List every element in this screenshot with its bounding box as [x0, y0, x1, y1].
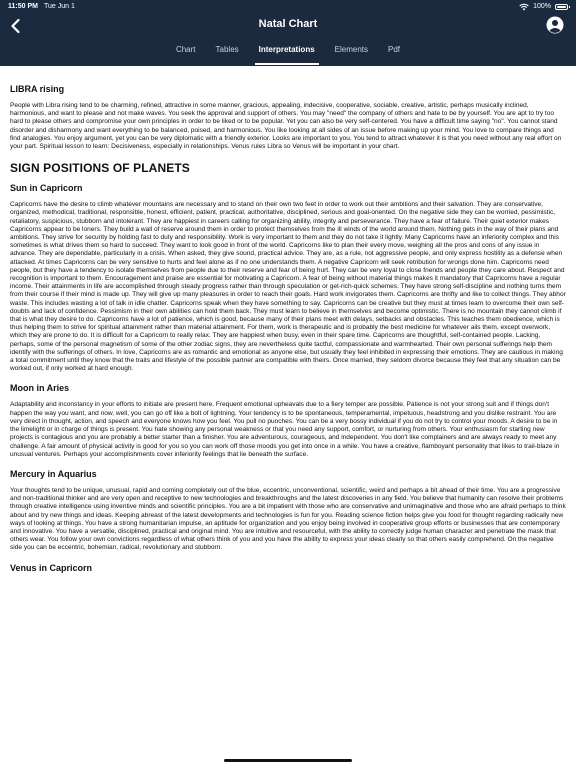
moon-heading: Moon in Aries: [10, 383, 70, 394]
nav-row: [0, 14, 576, 38]
home-indicator[interactable]: [224, 759, 352, 762]
tab-elements[interactable]: Elements: [334, 45, 369, 54]
tab-pdf[interactable]: Pdf: [388, 45, 401, 54]
battery-percent: 100%: [533, 3, 551, 10]
mercury-text: Your thoughts tend to be unique, unusual, rapid and coming completely out of the blue, eccentric, unconventional, scientific, weird and perhaps a bit ahead of their time. You are a progressive and non-traditional thinker and are very open and receptive to new technologies and breakthroughs and the latest discoveries in any field. You believe that humanity can resolve their problems through creative intelligence using inventive minds and scientific principles. You are a bit impatient with those who are conservative and unimaginative and those who are afraid perhaps to think about and try new things and ideas. Keeping abreast of the latest developments and technologies is fun for you. Reading science fiction helps give you food for thought regarding radically new ways of looking at things. You have a strong humanitarian impulse, an aptitude for organization and you enjoy being involved in cooperative group efforts or businesses that are contemporary and innovative. You have a versatile, disciplined, practical and original mind. You are intuitive and resourceful, with the ability to correctly judge human character and penetrate the mask that others wear. You follow your own convictions regardless of what others think of you and you have the ability to express your ideas clearly so that others easily comprehend. On the negative side you can be eccentric, bohemian, radical, revolutionary and stubborn.: [10, 486, 566, 552]
moon-text: Adaptability and inconstancy in your efforts to initiate are present here. Frequent emotional upheavals due to a fiery temper are possible. Patience is not your strong suit and if things don't happen the way you want, and now, well, you can go off like a bolt of lightning. Your tendency is to be spontaneous, temperamental, impetuous, headstrong and you dislike restraint. You are very direct in thought, action, and speech and everyone knows how you feel. You pull no punches. You can be a very bossy individual if you do not try to control your moods. A desire to be in the limelight or in charge of things is present. You hate showing any personal weakness or that you need any support, comfort, or nurturing from others. Your enthusiasm for starting new projects is contagious and you are probably a better starter than a finisher. You are adventurous, courageous, and independent. You don't like complainers and are always ready to meet any challenge. A fair amount of physical activity is good for you so you can work off those moods you get into once in a while. You have a creative, flamboyant personality that likes to trail-blaze in unusual ventures. Perhaps your accomplishments cover inferiority feelings that lie beneath the surface.: [10, 401, 560, 458]
account-button[interactable]: [546, 16, 564, 34]
planets-heading: SIGN POSITIONS OF PLANETS: [10, 161, 190, 176]
battery-icon: [555, 4, 568, 10]
user-account-icon: [546, 16, 564, 34]
venus-heading: Venus in Capricorn: [10, 562, 93, 573]
sun-heading: Sun in Capricorn: [10, 183, 83, 194]
rising-heading: LIBRA rising: [10, 84, 65, 94]
status-time: 11:50 PM: [8, 3, 38, 10]
rising-text: People with Libra rising tend to be charming, refined, attractive in some manner, gracious, appealing, indecisive, cooperative, sociable, creative, artistic, perhaps musically inclined, harmonious, and want to please and not make waves. You seek the approval and support of others. You may "need" the company of others and hate to be by yourself. You are apt to try too hard to please others and compromise your own principles in order to be liked or to be popular. Yet you can also be very self-centered. You have a difficult time saying "no". You cannot stand disorder and disharmony and want everything to be balanced, poised, and harmonious. You like looking at all sides of an issue before making up your mind. You love to compare things and find analogies. You enjoy argument, yet you can be very diplomatic with a friendly exterior. Looks are important to you. You tend to attract whatever it is that you need without any real effort on your part. Spiritual lesson to learn: Decisiveness, especially in relationships. Venus rules Libra so Venus will be important in your chart.: [10, 102, 562, 151]
sun-text: Capricorns have the desire to climb whatever mountains are necessary and to stand on their own two feet in order to work out their ambitions and their salvation. They are conservative, organized, methodical, traditional, responsible, honest, efficient, patient, practical, authoritative, disciplined, serious and goal-oriented. On the negative side they can be worried, pessimistic, retaliatory, suspicious, stubborn and intolerant. They are happiest in careers calling for organizing ability, integrity and perseverance. They have a fear of failure. Their quiet exterior makes Capricorns appear to be loners. They build a wall of reserve around them in order to protect themselves from the ill winds of the world around them. Nothing gets in the way of their plans and ambitions. They strive for security by holding fast to duty and responsibility. Work is very important to them and they do not take it lightly. Many Capricorns have an inferiority complex and this sometimes is what drives them so hard to succeed. They want to look good in front of the world. Capricorns like to plan their every move, weighing all the pros and cons of any issue in advance. They are dependable, particularly in a crisis. When asked, they give sound, practical advice. They are, as a rule, not aggressive people, and only express hostility as a defense when attacked. At times Capricorns can be very sensitive to hurts and feel alone as if no one understands them. A negative Capricorn will seek retribution for wrongs done him. Capricorns need people, but they have a tendency to isolate themselves from people due to their reserve and fear of being hurt. They can be very loyal to close friends and people they care about. Respect and recognition is important to them. Encouragement and praise are essential for motivating a Capricorn. A fear of being without material things makes it mandatory that Capricorns have a regular income. Their attainments in life are accomplished through steady progress rather than through speculation or get-rich-quick schemes. They have strong self-discipline and nothing turns them from their course if their mind is made up. They will give up many pleasures in order to reach their goals. Hard work invigorates them. Capricorns are thrifty and like to collect things. They abhor waste. This includes wasting a lot of talk in idle chatter. Capricorns speak when they have something to say. Capricorns can be creative but they must at times learn to overcome their own self-doubts and lack of confidence. Pessimism in their own abilities can hold them back. They must learn to believe in themselves and become optimistic. There is no mountain they cannot climb if that is what they desire to do. Capricorns have a lot of patience, which is good, because many of their plans meet with delays, setbacks and obstacles. This teaches them obedience, which is thus helping them to strive for spiritual attainment rather than material attainment. For them, work is therapeutic and is probably the best medicine for whatever ails them, except overwork, which they are prone to do. It is difficult for a Capricorn to really relax. They are happiest when busy, even in their spare time. Capricorns are thoughtful, self-contained people. Lacking, perhaps, some of the personal magnetism of some of the other zodiac signs, they are nevertheless quite tactful, compassionate and warmhearted. Their own personal sufferings help them identify with the sufferings of others. In love, Capricorns are as romantic and emotional as anyone else, but usually they feel inhibited in expressing their emotions. They are cautious in making a total commitment until they know that the traits and lifestyle of the possible partner are compatible with theirs. Once married, they seldom divorce because they feel that any situation can be worked out, if only worked at hard enough.: [10, 201, 566, 373]
tab-tables[interactable]: Tables: [215, 45, 239, 54]
tab-bar: [0, 40, 576, 64]
top-bar: [0, 0, 576, 66]
tab-interpretations[interactable]: Interpretations: [249, 40, 325, 64]
status-right: [519, 0, 568, 14]
wifi-icon: [519, 3, 529, 11]
tab-chart[interactable]: Chart: [175, 45, 196, 54]
page-title: Natal Chart: [258, 18, 318, 30]
mercury-heading: Mercury in Aquarius: [10, 468, 97, 479]
interpretations-content[interactable]: [10, 84, 566, 581]
status-bar: [0, 0, 576, 14]
status-date: Tue Jun 1: [44, 3, 75, 10]
